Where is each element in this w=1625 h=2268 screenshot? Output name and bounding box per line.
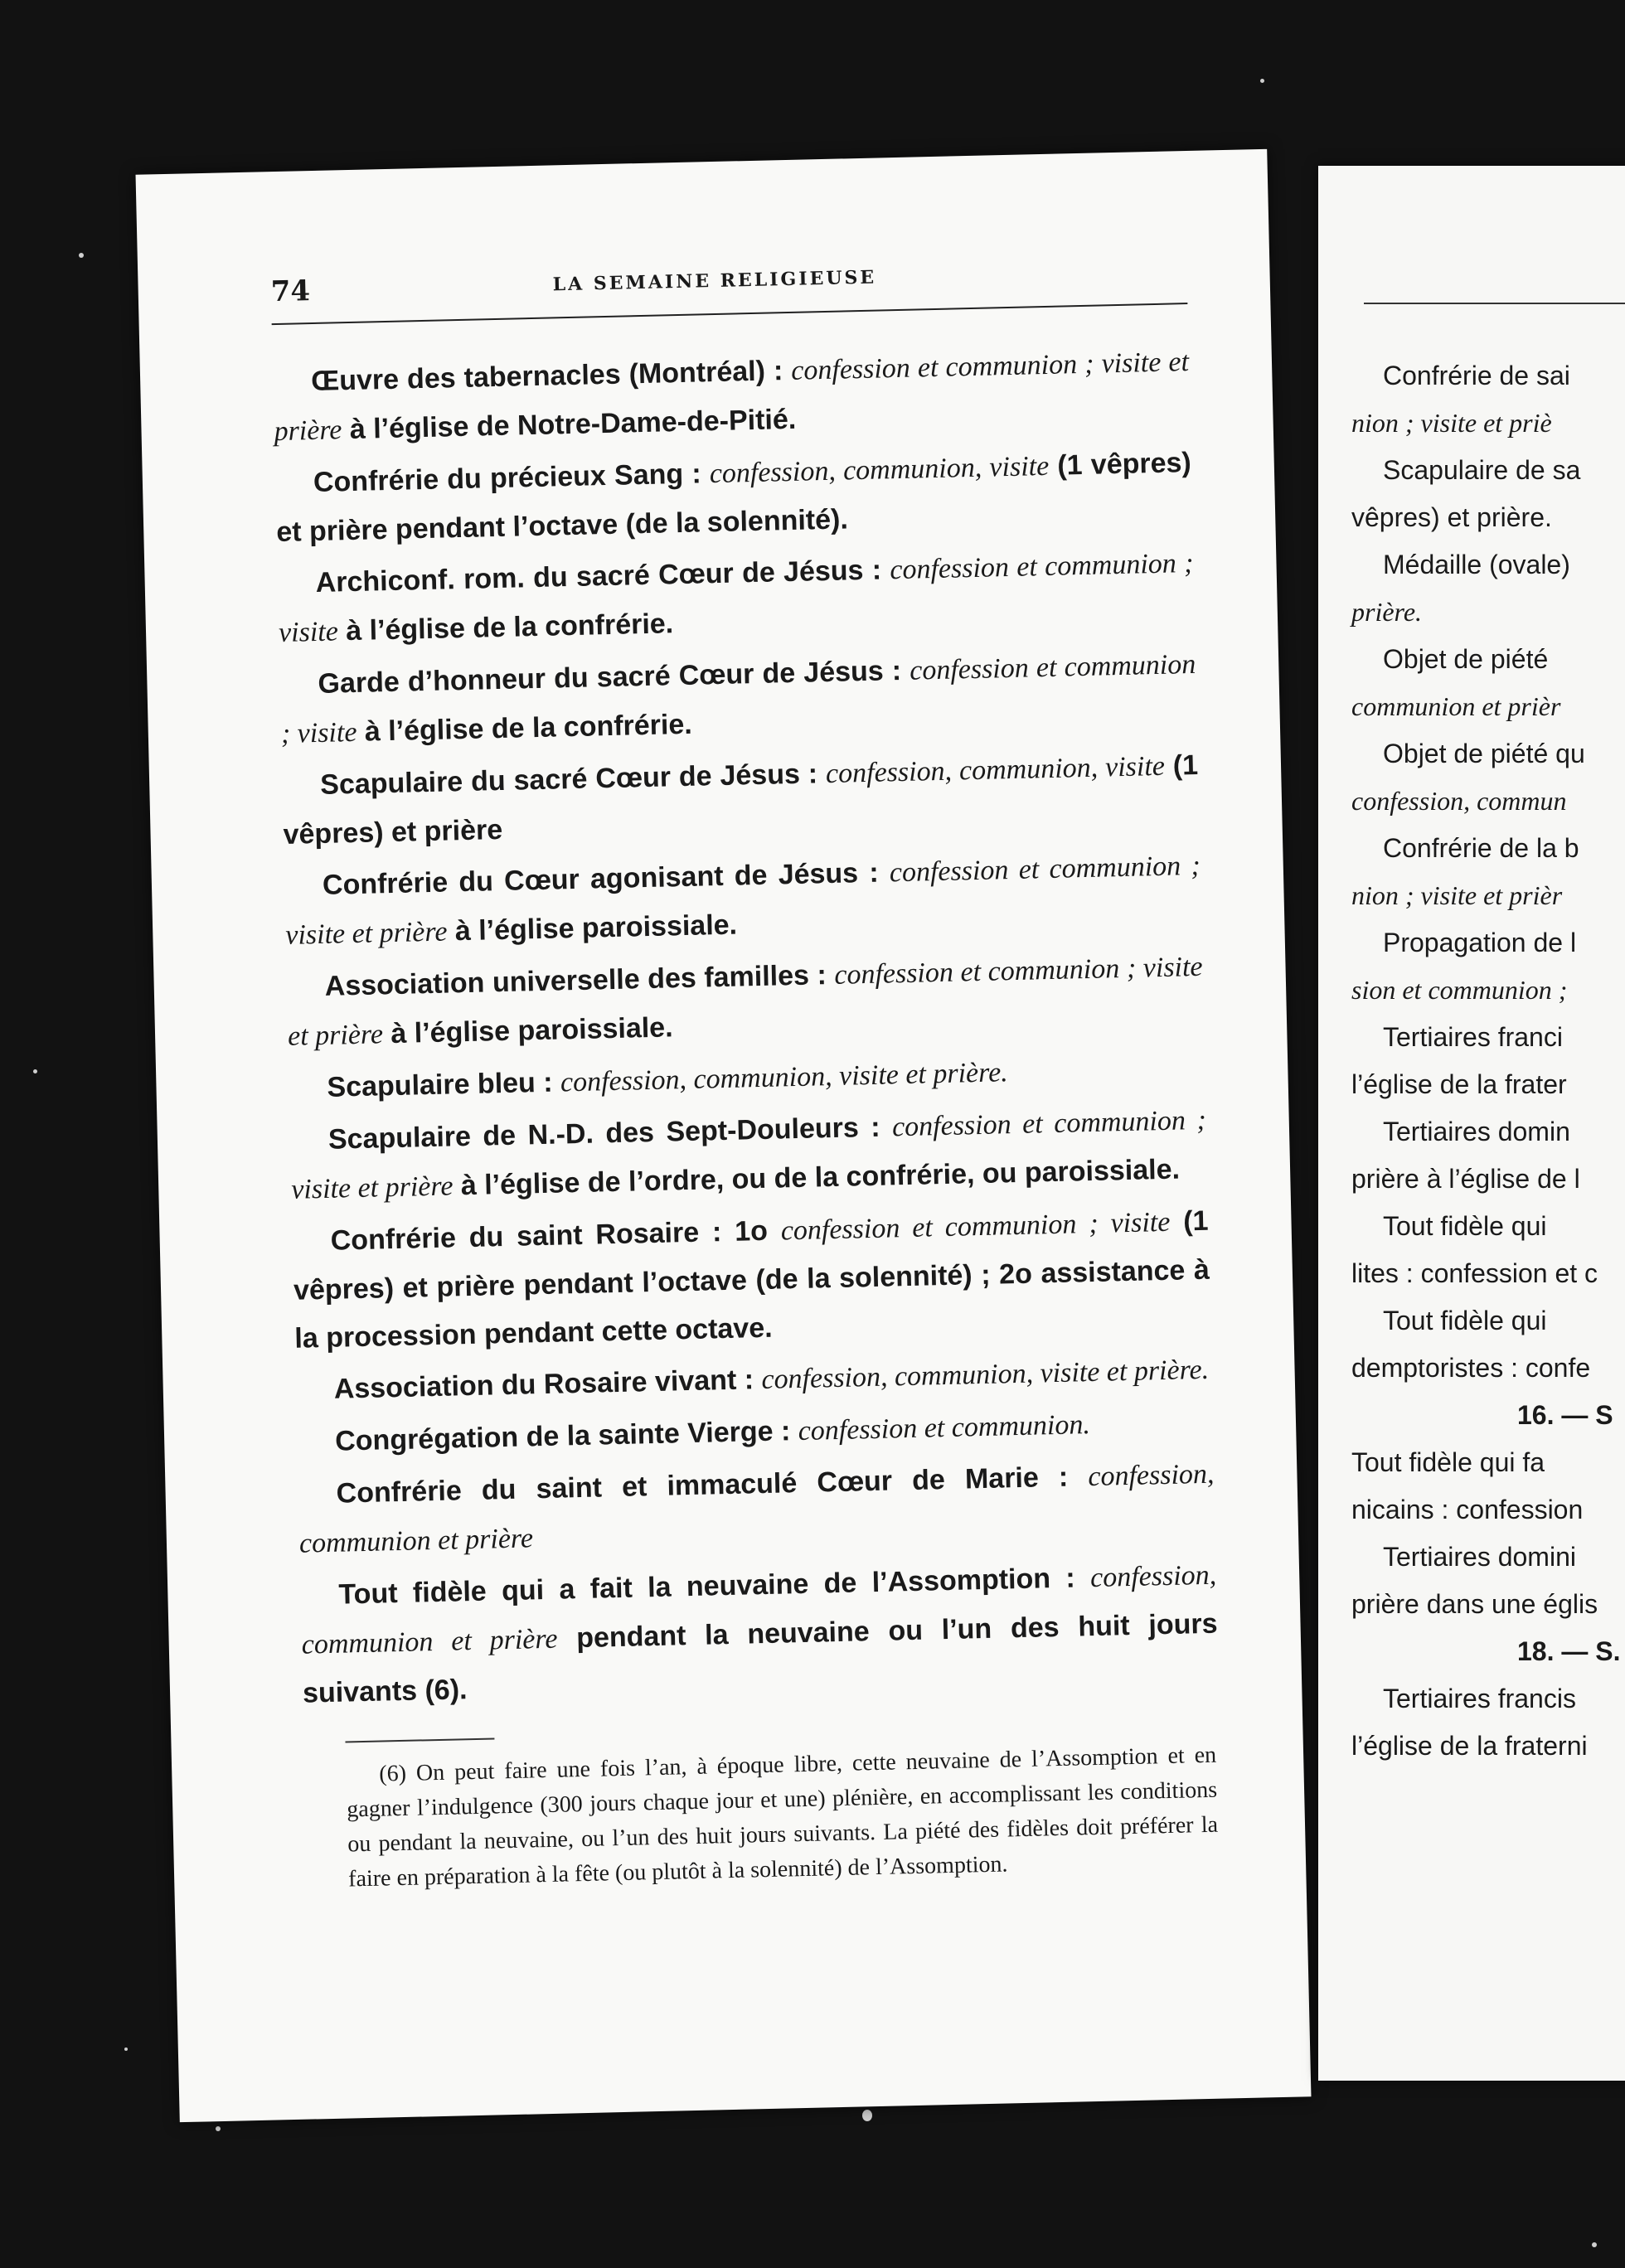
entry-tail: (1 vêpres) et prière pendant l’octave (de la solennité) ; 2o assistance à la procession pendant cette octave. [293,1204,1210,1354]
entry-conditions: confession, communion, visite [709,450,1050,490]
entry-conditions: confession, communion et prière [301,1559,1217,1660]
entry-tail: (1 vêpres) et prière [283,749,1199,850]
entry-conditions: confession, communion et prière [298,1458,1215,1559]
right-page-line: Tertiaires domin [1383,1117,1570,1146]
entry-paragraph [282,741,1200,859]
right-page-line: prière à l’église de l [1351,1164,1580,1194]
right-page-line: sion et communion ; [1351,975,1568,1005]
right-page-line: confession, commun [1351,786,1567,816]
right-page-line: Tertiaires francis [1383,1684,1576,1713]
right-page-line: l’église de la fraterni [1351,1731,1588,1761]
right-page-line: lites : confession et c [1351,1258,1598,1288]
right-page-line: Tertiaires domini [1383,1542,1576,1572]
entry-conditions: confession et communion ; visite et prière [287,951,1203,1052]
entry-paragraph [289,1096,1207,1214]
entry-paragraph [277,539,1195,657]
right-page-line: communion et prièr [1351,691,1561,721]
entry-tail: à l’église de Notre-Dame-de-Pitié. [341,403,797,446]
indulgence-entries [273,337,1220,1721]
entry-conditions: confession et communion ; visite et prière [284,850,1201,951]
right-page-line: Propagation de l [1383,928,1577,957]
entry-paragraph [286,943,1204,1061]
right-page-line: vêpres) et prière. [1351,502,1552,532]
entry-lead: Garde d’honneur du sacré Cœur de Jésus : [318,654,910,700]
footnote: (6) On peut faire une fois l’an, à époque libre, cette neuvaine de l’Assomption et en gagner l’indulgence (300 jours chaque jour et une) plénière, en accomplissant les conditions ou pendant la neuvaine, ou l’un des huit jours suivants. La piété des fidèles doit préférer la faire en préparation à la fête (ou plutôt à la solennité) de l’Assomption. [346,1742,1219,1892]
entry-conditions: confession et communion ; visite et prière [290,1104,1207,1205]
entry-tail: à l’église paroissiale. [447,909,738,947]
right-page-line: nion ; visite et priè [1351,408,1552,438]
entry-conditions: confession et communion ; visite [780,1206,1171,1247]
entry-lead: Archiconf. rom. du sacré Cœur de Jésus : [315,554,890,598]
right-page-line: Confrérie de sai [1383,361,1570,390]
entry-conditions: confession, communion, visite [825,750,1166,790]
entry-lead: Tout fidèle qui a fait la neuvaine de l’Assomption : [338,1562,1091,1611]
running-title: LA SEMAINE RELIGIEUSE [552,266,877,296]
right-page-line: prière dans une églis [1351,1589,1598,1619]
right-page-line: 18. — S. [1517,1636,1621,1666]
right-page-line: Tout fidèle qui [1383,1211,1547,1241]
entry-conditions: confession et communion ; visite [280,648,1196,749]
entry-tail: à l’église paroissiale. [382,1011,673,1050]
header-rule [272,303,1188,325]
right-page-line: Objet de piété qu [1383,739,1585,768]
entry-lead: Scapulaire bleu : [327,1066,561,1103]
entry-conditions: confession et communion. [798,1409,1091,1447]
page-number: 74 [270,274,311,309]
entry-paragraph [279,640,1197,758]
right-page-line: nion ; visite et prièr [1351,880,1563,910]
entry-conditions: confession, communion, visite et prière. [761,1354,1210,1396]
entry-paragraph [292,1197,1211,1363]
entry-tail: à l’église de l’ordre, ou de la confrérie, ou paroissiale. [452,1153,1181,1202]
right-page-line: Médaille (ovale) [1383,550,1570,579]
right-page-lines [1351,352,1625,1770]
entry-conditions: confession et communion ; visite [278,547,1194,649]
left-page [136,149,1312,2122]
entry-paragraph [298,1450,1215,1568]
right-page-line: Tertiaires franci [1383,1022,1563,1052]
entry-lead: Confrérie du saint Rosaire : 1o [330,1214,782,1257]
entry-paragraph [300,1551,1220,1718]
entry-tail: pendant la neuvaine ou l’un des huit jours suivants (6). [302,1607,1218,1709]
entry-lead: Association universelle des familles : [324,958,835,1002]
right-page [1318,166,1625,2081]
right-page-line: Tout fidèle qui [1383,1306,1547,1335]
entry-lead: Confrérie du précieux Sang : [313,458,711,499]
entry-lead: Œuvre des tabernacles (Montréal) : [310,354,792,398]
right-page-line: prière. [1351,597,1423,627]
right-page-line: Scapulaire de sa [1383,455,1581,485]
footnote-rule [345,1737,494,1742]
entry-paragraph [284,841,1201,960]
right-page-line: Confrérie de la b [1383,833,1579,863]
entry-lead: Scapulaire du sacré Cœur de Jésus : [319,758,827,801]
page-header [270,254,1187,325]
right-header-rule [1364,303,1625,304]
entry-lead: Scapulaire de N.-D. des Sept-Douleurs : [327,1111,893,1156]
entry-tail: à l’église de la confrérie. [356,708,693,748]
entry-tail: à l’église de la confrérie. [337,608,674,647]
entry-paragraph [273,337,1191,456]
entry-tail: (1 vêpres) et prière pendant l’octave (de la solennité). [275,446,1192,549]
right-page-line: demptoristes : confe [1351,1353,1591,1383]
entry-paragraph [274,439,1192,556]
entry-conditions: confession et communion ; visite et prière [274,346,1190,448]
right-page-line: 16. — S [1517,1400,1613,1430]
entry-lead: Association du Rosaire vivant : [333,1364,762,1405]
entry-lead: Congrégation de la sainte Vierge : [334,1415,799,1457]
right-page-line: Tout fidèle qui fa [1351,1447,1545,1477]
entry-conditions: confession, communion, visite et prière. [560,1057,1009,1098]
entry-lead: Confrérie du Cœur agonisant de Jésus : [322,856,890,901]
right-page-line: l’église de la frater [1351,1069,1567,1099]
entry-lead: Confrérie du saint et immaculé Cœur de Marie : [336,1461,1089,1510]
right-page-line: Objet de piété [1383,644,1549,674]
right-page-line: nicains : confession [1351,1495,1584,1524]
